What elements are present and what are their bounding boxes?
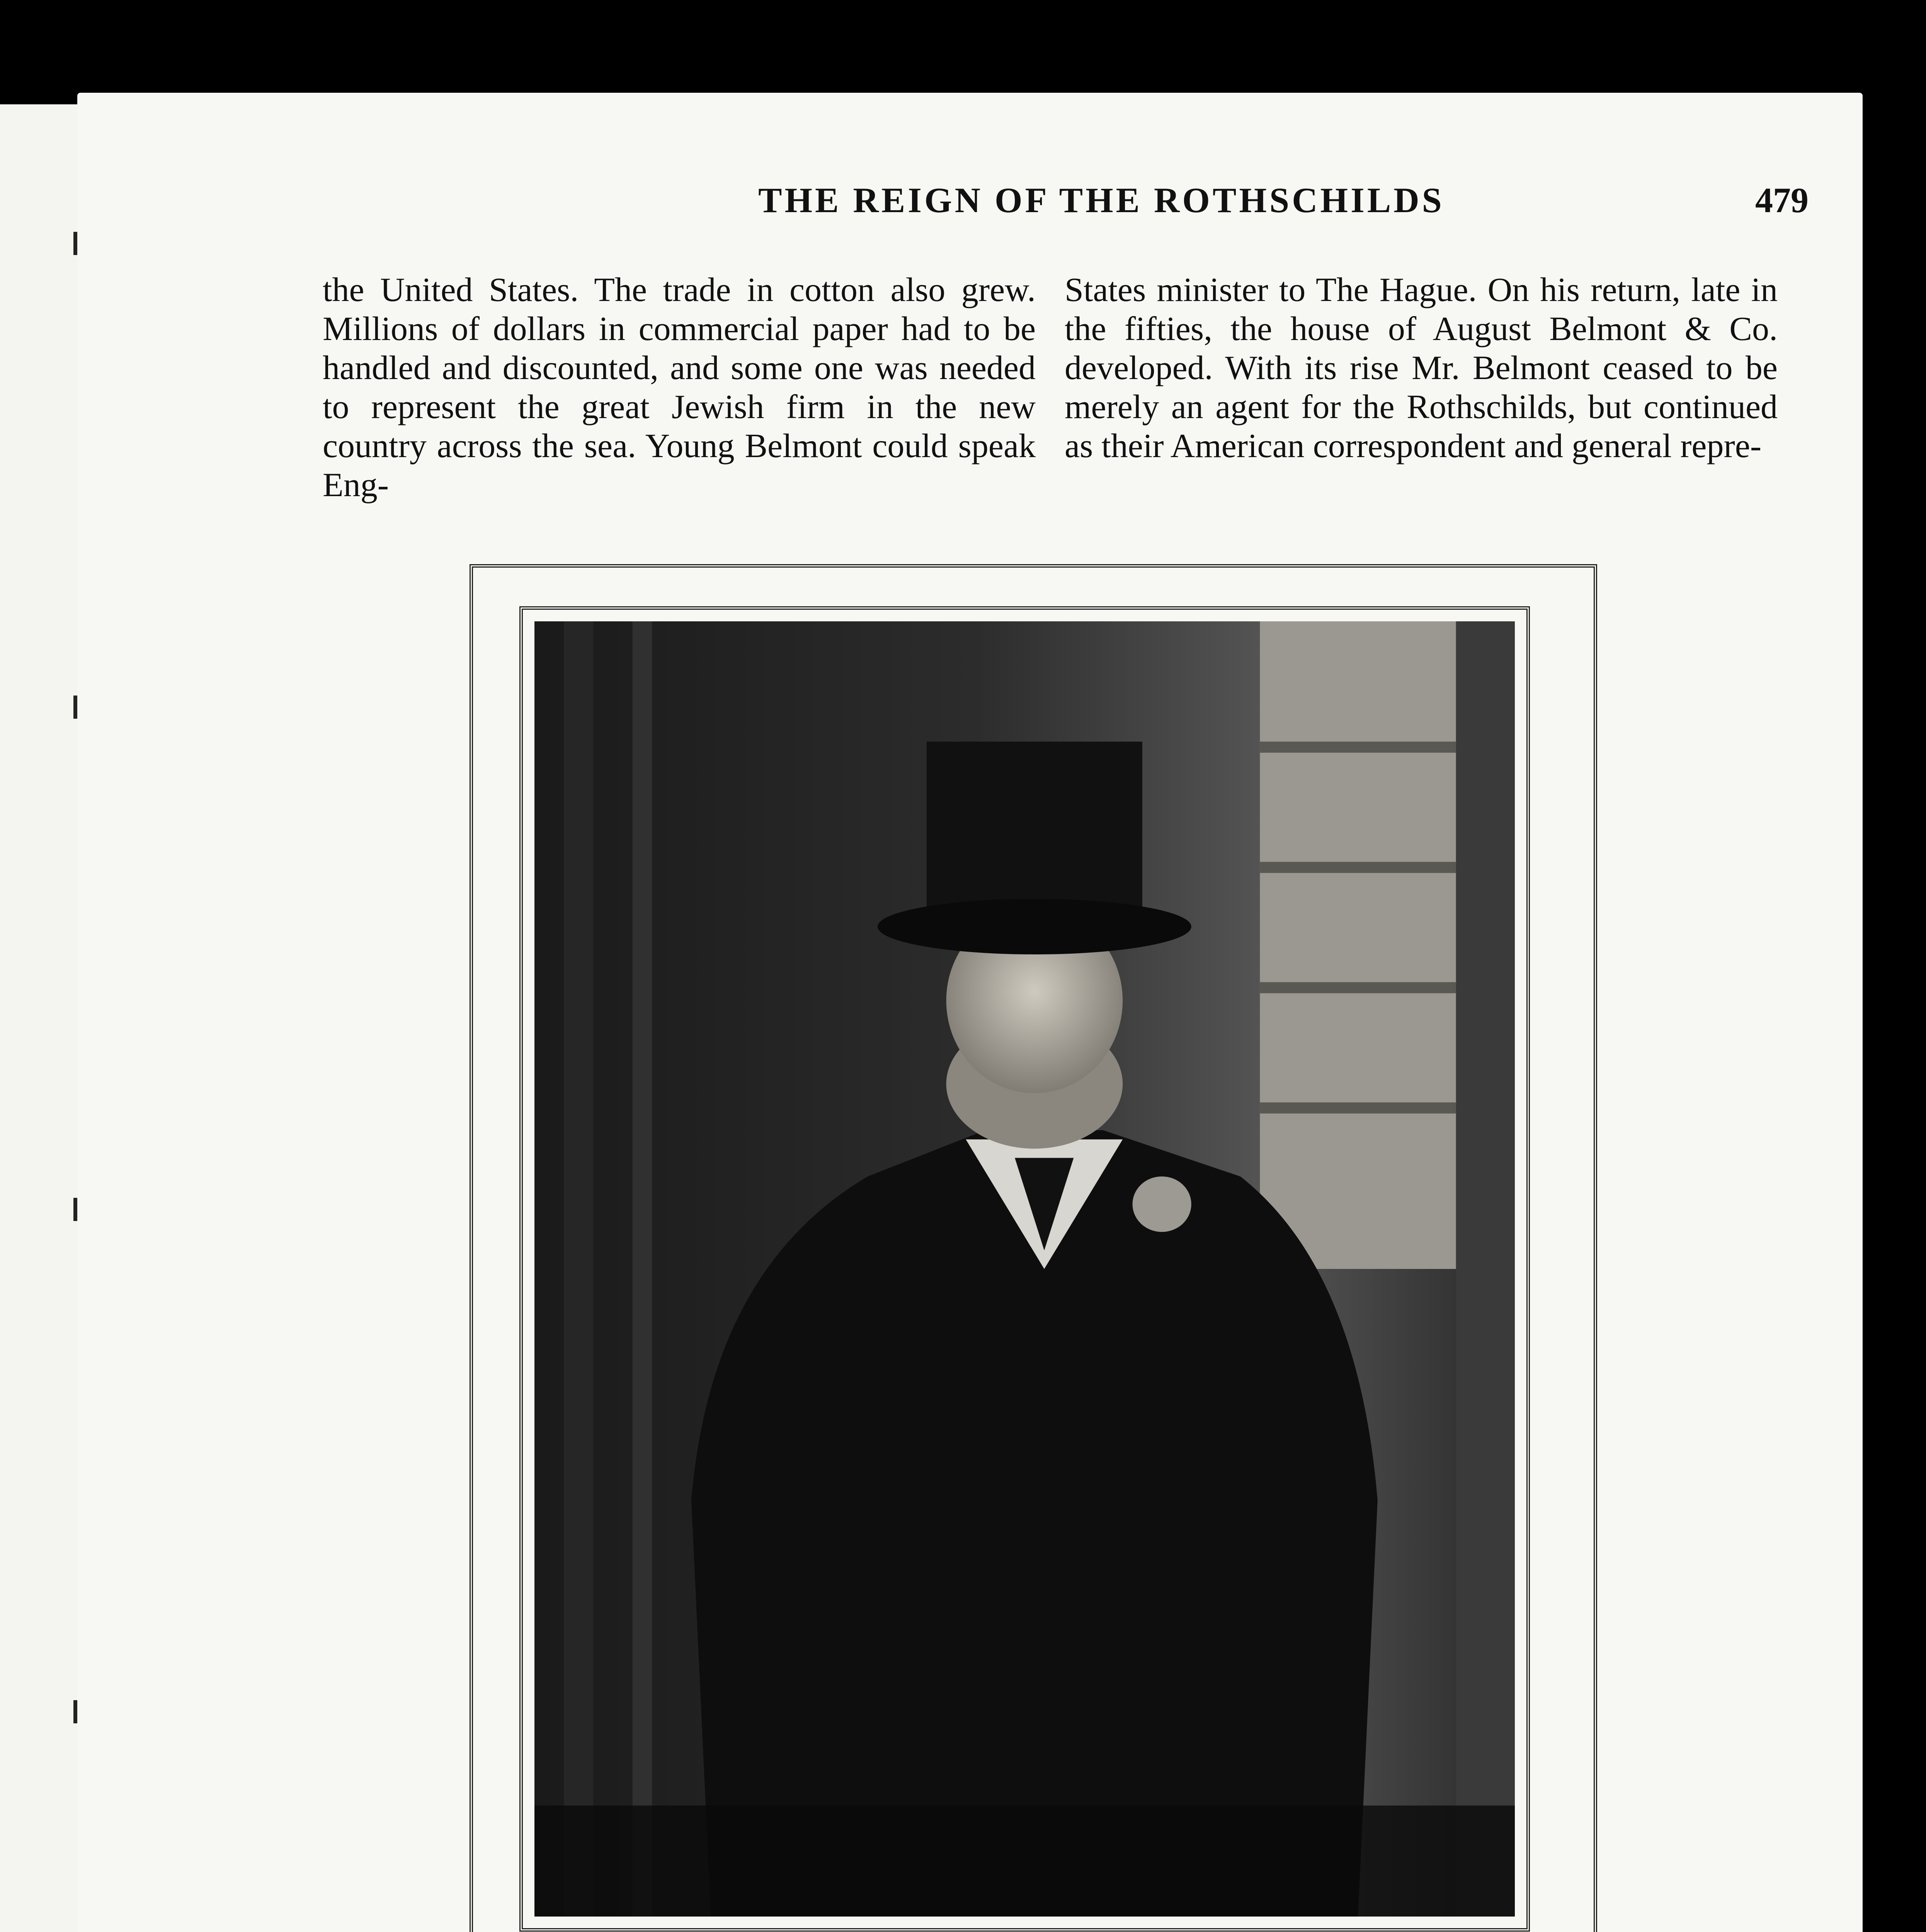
- top-right-column: [1065, 270, 1778, 466]
- running-title: THE REIGN OF THE ROTHSCHILDS: [758, 180, 1444, 220]
- portrait-illustration: [534, 621, 1515, 1917]
- top-left-text: the United States. The trade in cotton also grew. Millions of dollars in commercial paper had to be handled and discounted, and some one was needed to represent the great Jewish firm in the new country across the sea. Young Belmont could speak Eng-: [323, 271, 1036, 504]
- photo-inner-frame: [519, 606, 1530, 1932]
- top-left-column: [323, 270, 1036, 505]
- portrait-photo: [534, 621, 1515, 1917]
- page-number: 479: [1755, 180, 1809, 220]
- photo-frame: [470, 564, 1597, 1932]
- magazine-page: [77, 93, 1863, 1932]
- top-right-text: States minister to The Hague. On his return, late in the fifties, the house of August Belmont & Co. developed. With its rise Mr. Belmont ceased to be merely an agent for the Rothschilds, but continued as their American correspondent and general repre-: [1065, 271, 1778, 465]
